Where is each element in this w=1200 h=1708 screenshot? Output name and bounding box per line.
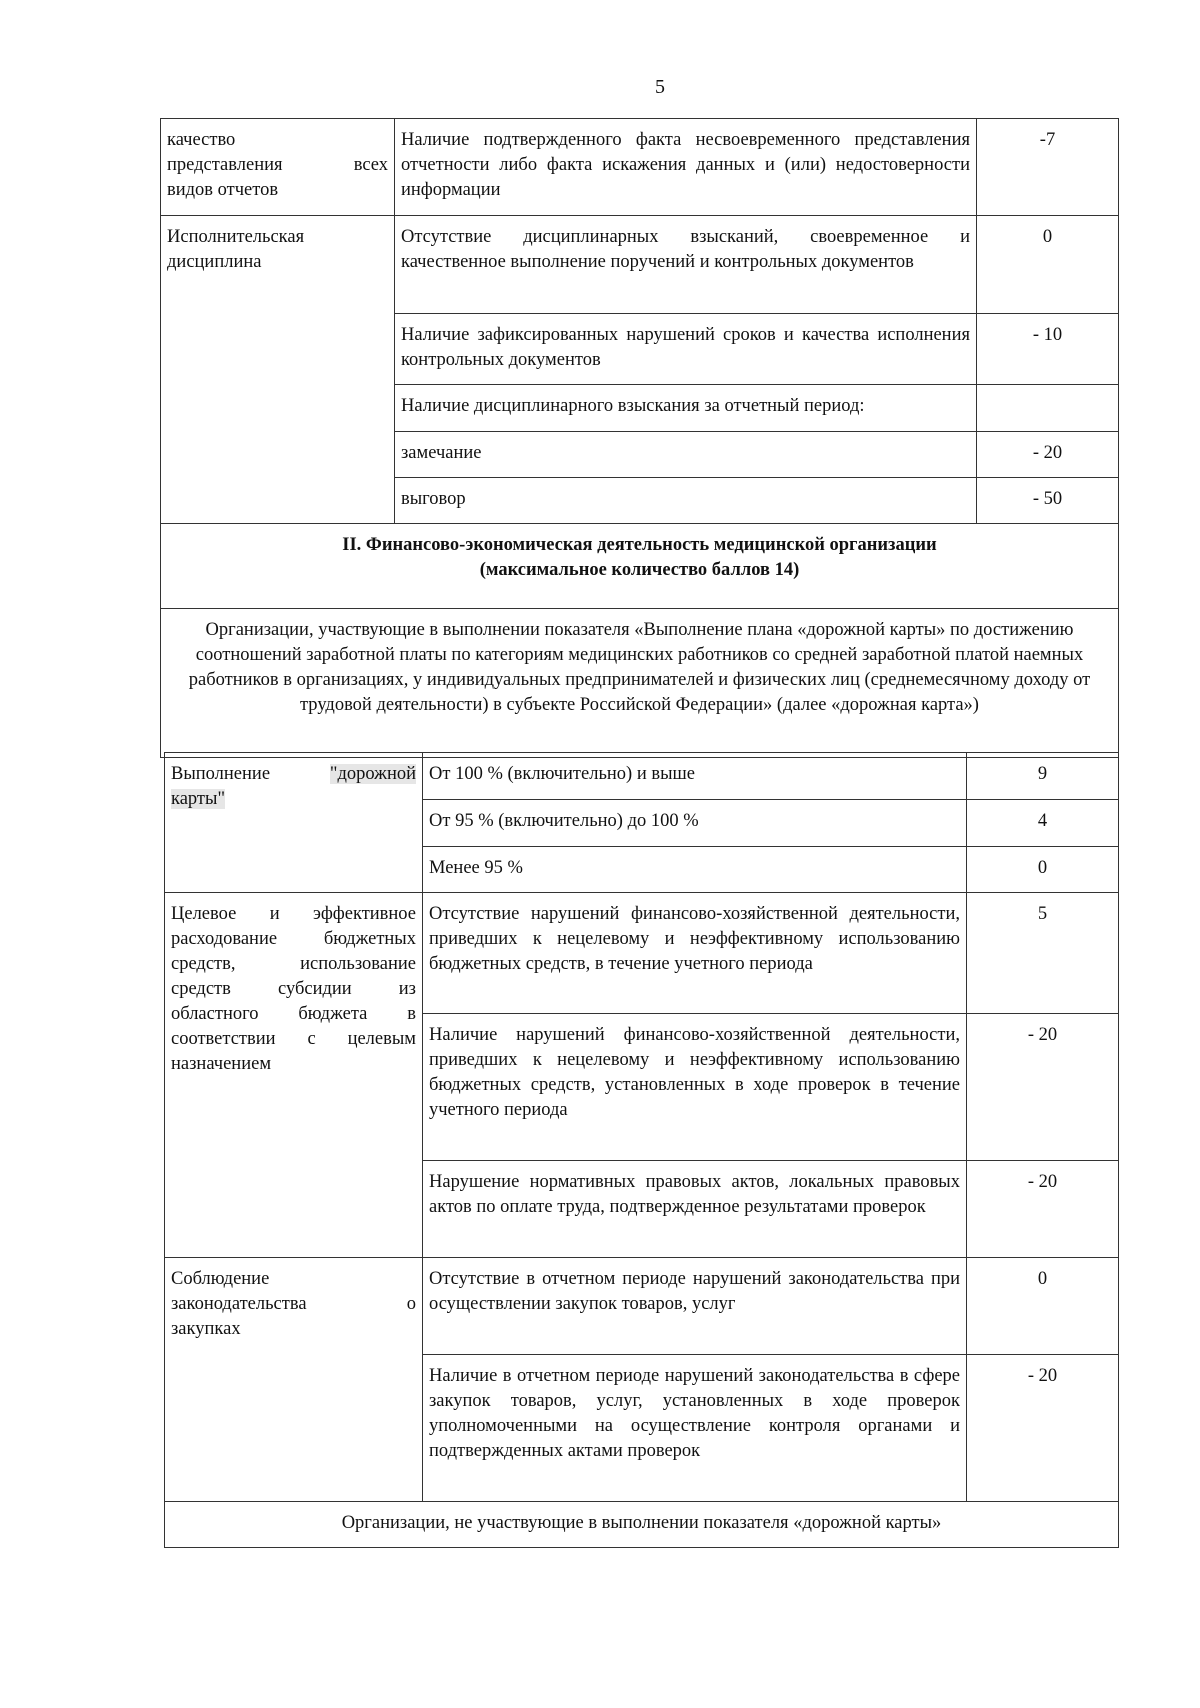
- indicator-cell: выговор: [395, 478, 977, 524]
- criterion-cell: [161, 216, 395, 524]
- criterion-line: Исполнительская: [167, 227, 305, 247]
- indicator-cell: Наличие в отчетном периоде нарушений законодательства в сфере закупок товаров, услуг, установленных в ходе проверок уполномоченными на осуществление контроля органами и подтвержденных актами проверок: [423, 1355, 967, 1502]
- criterion-cell: [165, 1258, 423, 1502]
- score-cell: 5: [967, 893, 1119, 1014]
- criterion-highlight: "дорожной: [329, 764, 416, 784]
- score-cell: 4: [967, 800, 1119, 847]
- section-title-line: (максимальное количество баллов 14): [479, 560, 800, 580]
- footer-note: Организации, не участвующие в выполнении показателя «дорожной карты»: [165, 1502, 1119, 1548]
- indicator-cell: Отсутствие нарушений финансово-хозяйственной деятельности, приведших к нецелевому и неэффективному использованию бюджетных средств, в течение учетного периода: [423, 893, 967, 1014]
- section-note-row: [161, 609, 1119, 758]
- criterion-cell: Целевое и эффективное расходование бюджетных средств, использование средств субсидии из областного бюджета в соответствии с целевым назначением: [165, 893, 423, 1258]
- criterion-line: Соблюдение: [171, 1269, 270, 1289]
- criterion-cell: [165, 753, 423, 893]
- table-row: [161, 216, 1119, 314]
- criteria-table-part2: [164, 752, 1119, 1548]
- indicator-cell: Нарушение нормативных правовых актов, локальных правовых актов по оплате труда, подтвержденное результатами проверок: [423, 1161, 967, 1258]
- footer-note-row: [165, 1502, 1119, 1548]
- score-cell: 0: [977, 216, 1119, 314]
- indicator-cell: Наличие нарушений финансово-хозяйственной деятельности, приведших к нецелевому и неэффективному использованию бюджетных средств, установленных в ходе проверок в течение учетного периода: [423, 1014, 967, 1161]
- criterion-highlight: карты": [171, 789, 225, 809]
- score-cell: [977, 385, 1119, 432]
- criterion-line: [171, 762, 416, 787]
- indicator-cell: Наличие подтвержденного факта несвоевременного представления отчетности либо факта искажения данных и (или) недостоверности информации: [395, 119, 977, 216]
- indicator-cell: Наличие дисциплинарного взыскания за отчетный период:: [395, 385, 977, 432]
- score-cell: 0: [967, 1258, 1119, 1355]
- score-cell: 0: [967, 847, 1119, 893]
- indicator-cell: От 100 % (включительно) и выше: [423, 753, 967, 800]
- indicator-cell: замечание: [395, 432, 977, 478]
- table-row: [161, 119, 1119, 216]
- criterion-line: дисциплина: [167, 252, 262, 272]
- criterion-line: качество: [167, 130, 236, 150]
- indicator-cell: От 95 % (включительно) до 100 %: [423, 800, 967, 847]
- criterion-text: Выполнение: [171, 764, 271, 784]
- criterion-line: [171, 787, 416, 812]
- score-cell: - 20: [967, 1161, 1119, 1258]
- table-row: [165, 893, 1119, 1014]
- criterion-line: законодательства о: [171, 1294, 416, 1314]
- score-cell: - 20: [977, 432, 1119, 478]
- criterion-line: закупках: [171, 1319, 241, 1339]
- score-cell: - 20: [967, 1014, 1119, 1161]
- score-cell: -7: [977, 119, 1119, 216]
- section-title-row: [161, 524, 1119, 609]
- score-cell: 9: [967, 753, 1119, 800]
- section-note: Организации, участвующие в выполнении показателя «Выполнение плана «дорожной карты» по достижению соотношений заработной платы по категориям медицинских работников со средней заработной платой наемных работников в организациях, у индивидуальных предпринимателей и физических лиц (среднемесячному доходу от трудовой деятельности) в субъекте Российской Федерации» (далее «дорожная карта»): [161, 609, 1119, 758]
- criterion-line: представления всех: [167, 155, 388, 175]
- indicator-cell: Менее 95 %: [423, 847, 967, 893]
- indicator-cell: Отсутствие дисциплинарных взысканий, своевременное и качественное выполнение поручений и контрольных документов: [395, 216, 977, 314]
- section-title: [161, 524, 1119, 609]
- score-cell: - 20: [967, 1355, 1119, 1502]
- table-row: [165, 753, 1119, 800]
- section-title-line: II. Финансово-экономическая деятельность медицинской организации: [342, 535, 937, 555]
- criterion-cell: [161, 119, 395, 216]
- criteria-table-part1: [160, 118, 1119, 758]
- criterion-line: видов отчетов: [167, 180, 279, 200]
- table-row: [165, 1258, 1119, 1355]
- score-cell: - 50: [977, 478, 1119, 524]
- indicator-cell: Отсутствие в отчетном периоде нарушений законодательства при осуществлении закупок товаров, услуг: [423, 1258, 967, 1355]
- page-number: 5: [655, 76, 665, 98]
- indicator-cell: Наличие зафиксированных нарушений сроков и качества исполнения контрольных документов: [395, 314, 977, 385]
- score-cell: - 10: [977, 314, 1119, 385]
